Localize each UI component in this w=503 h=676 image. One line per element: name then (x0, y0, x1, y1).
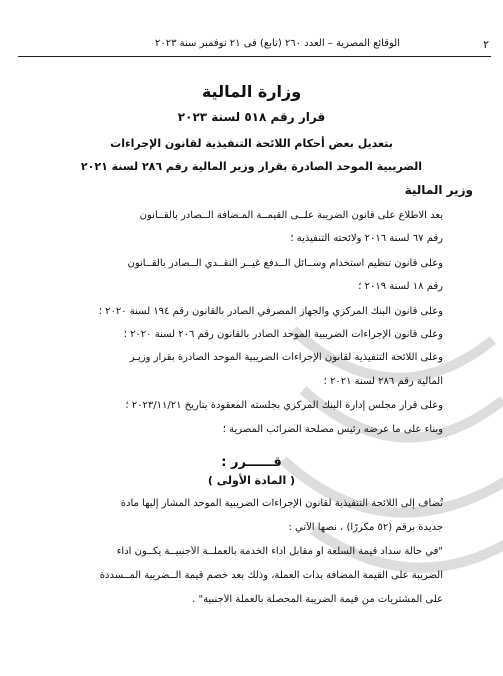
article-title: ( المادة الأولى ) (207, 474, 296, 487)
preamble-line: وعلى قانون تنظيم استخدام وســائل الــدفع غيــر النقــدي الــصادر بالقــانون (127, 258, 443, 269)
article-line: الضريبة على القيمة المضافة بذات العملة، وذلك بعد خصم قيمة الــضريبة المــسددة (99, 570, 443, 581)
decision-subject-line-2: الضريبية الموحد الصادرة بقرار وزير المالية رقم ٢٨٦ لسنة ٢٠٢١ (80, 160, 423, 173)
decision-subject-line-1: بتعديل بعض أحكام اللائحة التنفيذية لقانون الإجراءات (110, 137, 393, 150)
preamble-line: رقم ١٨ لسنة ٢٠١٩ ؛ (358, 281, 443, 292)
page-number: ٢ (483, 38, 489, 51)
preamble-line: رقم ٦٧ لسنة ٢٠١٦ ولائحته التنفيذية ؛ (290, 233, 443, 244)
preamble-line: وبناء على ما عرضه رئيس مصلحة الضرائب المصرية ؛ (222, 424, 443, 435)
decision-number: قرار رقم ٥١٨ لسنة ٢٠٢٣ (177, 110, 326, 124)
preamble-line: بعد الاطلاع على قانون الضريبة علــى القيمــة المـضافة الــصادر بالقــانون (139, 210, 443, 221)
minister-title: وزير المالية (404, 183, 473, 197)
preamble-line: وعلى قانون الإجراءات الضريبية الموحد الصادر بالقانون رقم ٢٠٦ لسنة ٢٠٢٠ ؛ (123, 329, 443, 340)
preamble-line: وعلى قانون البنك المركزي والجهاز المصرفي الصادر بالقانون رقم ١٩٤ لسنة ٢٠٢٠ ؛ (98, 306, 443, 317)
header-rule (18, 56, 491, 57)
gazette-header: الوقائع المصرية – العدد ٢٦٠ (تابع) فى ٢١ نوفمبر سنة ٢٠٢٣ (154, 38, 400, 49)
article-line: تُضاف إلى اللائحة التنفيذية لقانون الإجراءات الضريبية الموحد المشار إليها مادة (120, 498, 443, 509)
preamble-line: المالية رقم ٢٨٦ لسنة ٢٠٢١ ؛ (323, 376, 443, 387)
decree-heading: قــــــرر : (221, 455, 282, 470)
preamble-line: وعلى اللائحة التنفيذية لقانون الإجراءات الضريبية الموحد الصادرة بقرار وزيـر (129, 352, 443, 363)
preamble-line: وعلى قرار مجلس إدارة البنك المركزي بجلسته المعقودة بتاريخ ٢٠٢٣/١١/٢١ ؛ (125, 400, 443, 411)
ministry-title: وزارة المالية (201, 82, 302, 101)
article-line: "في حالة سداد قيمة السلعة أو مقابل أداء الخدمة بالعملــة الأجنبيــة يكــون أداء (116, 546, 443, 557)
article-line: جديدة برقم (٥٢ مكررًا) ، نصها الآتي : (288, 522, 443, 533)
article-line: على المشتريات من قيمة الضريبة المحصلة بالعملة الأجنبية" . (192, 594, 443, 605)
